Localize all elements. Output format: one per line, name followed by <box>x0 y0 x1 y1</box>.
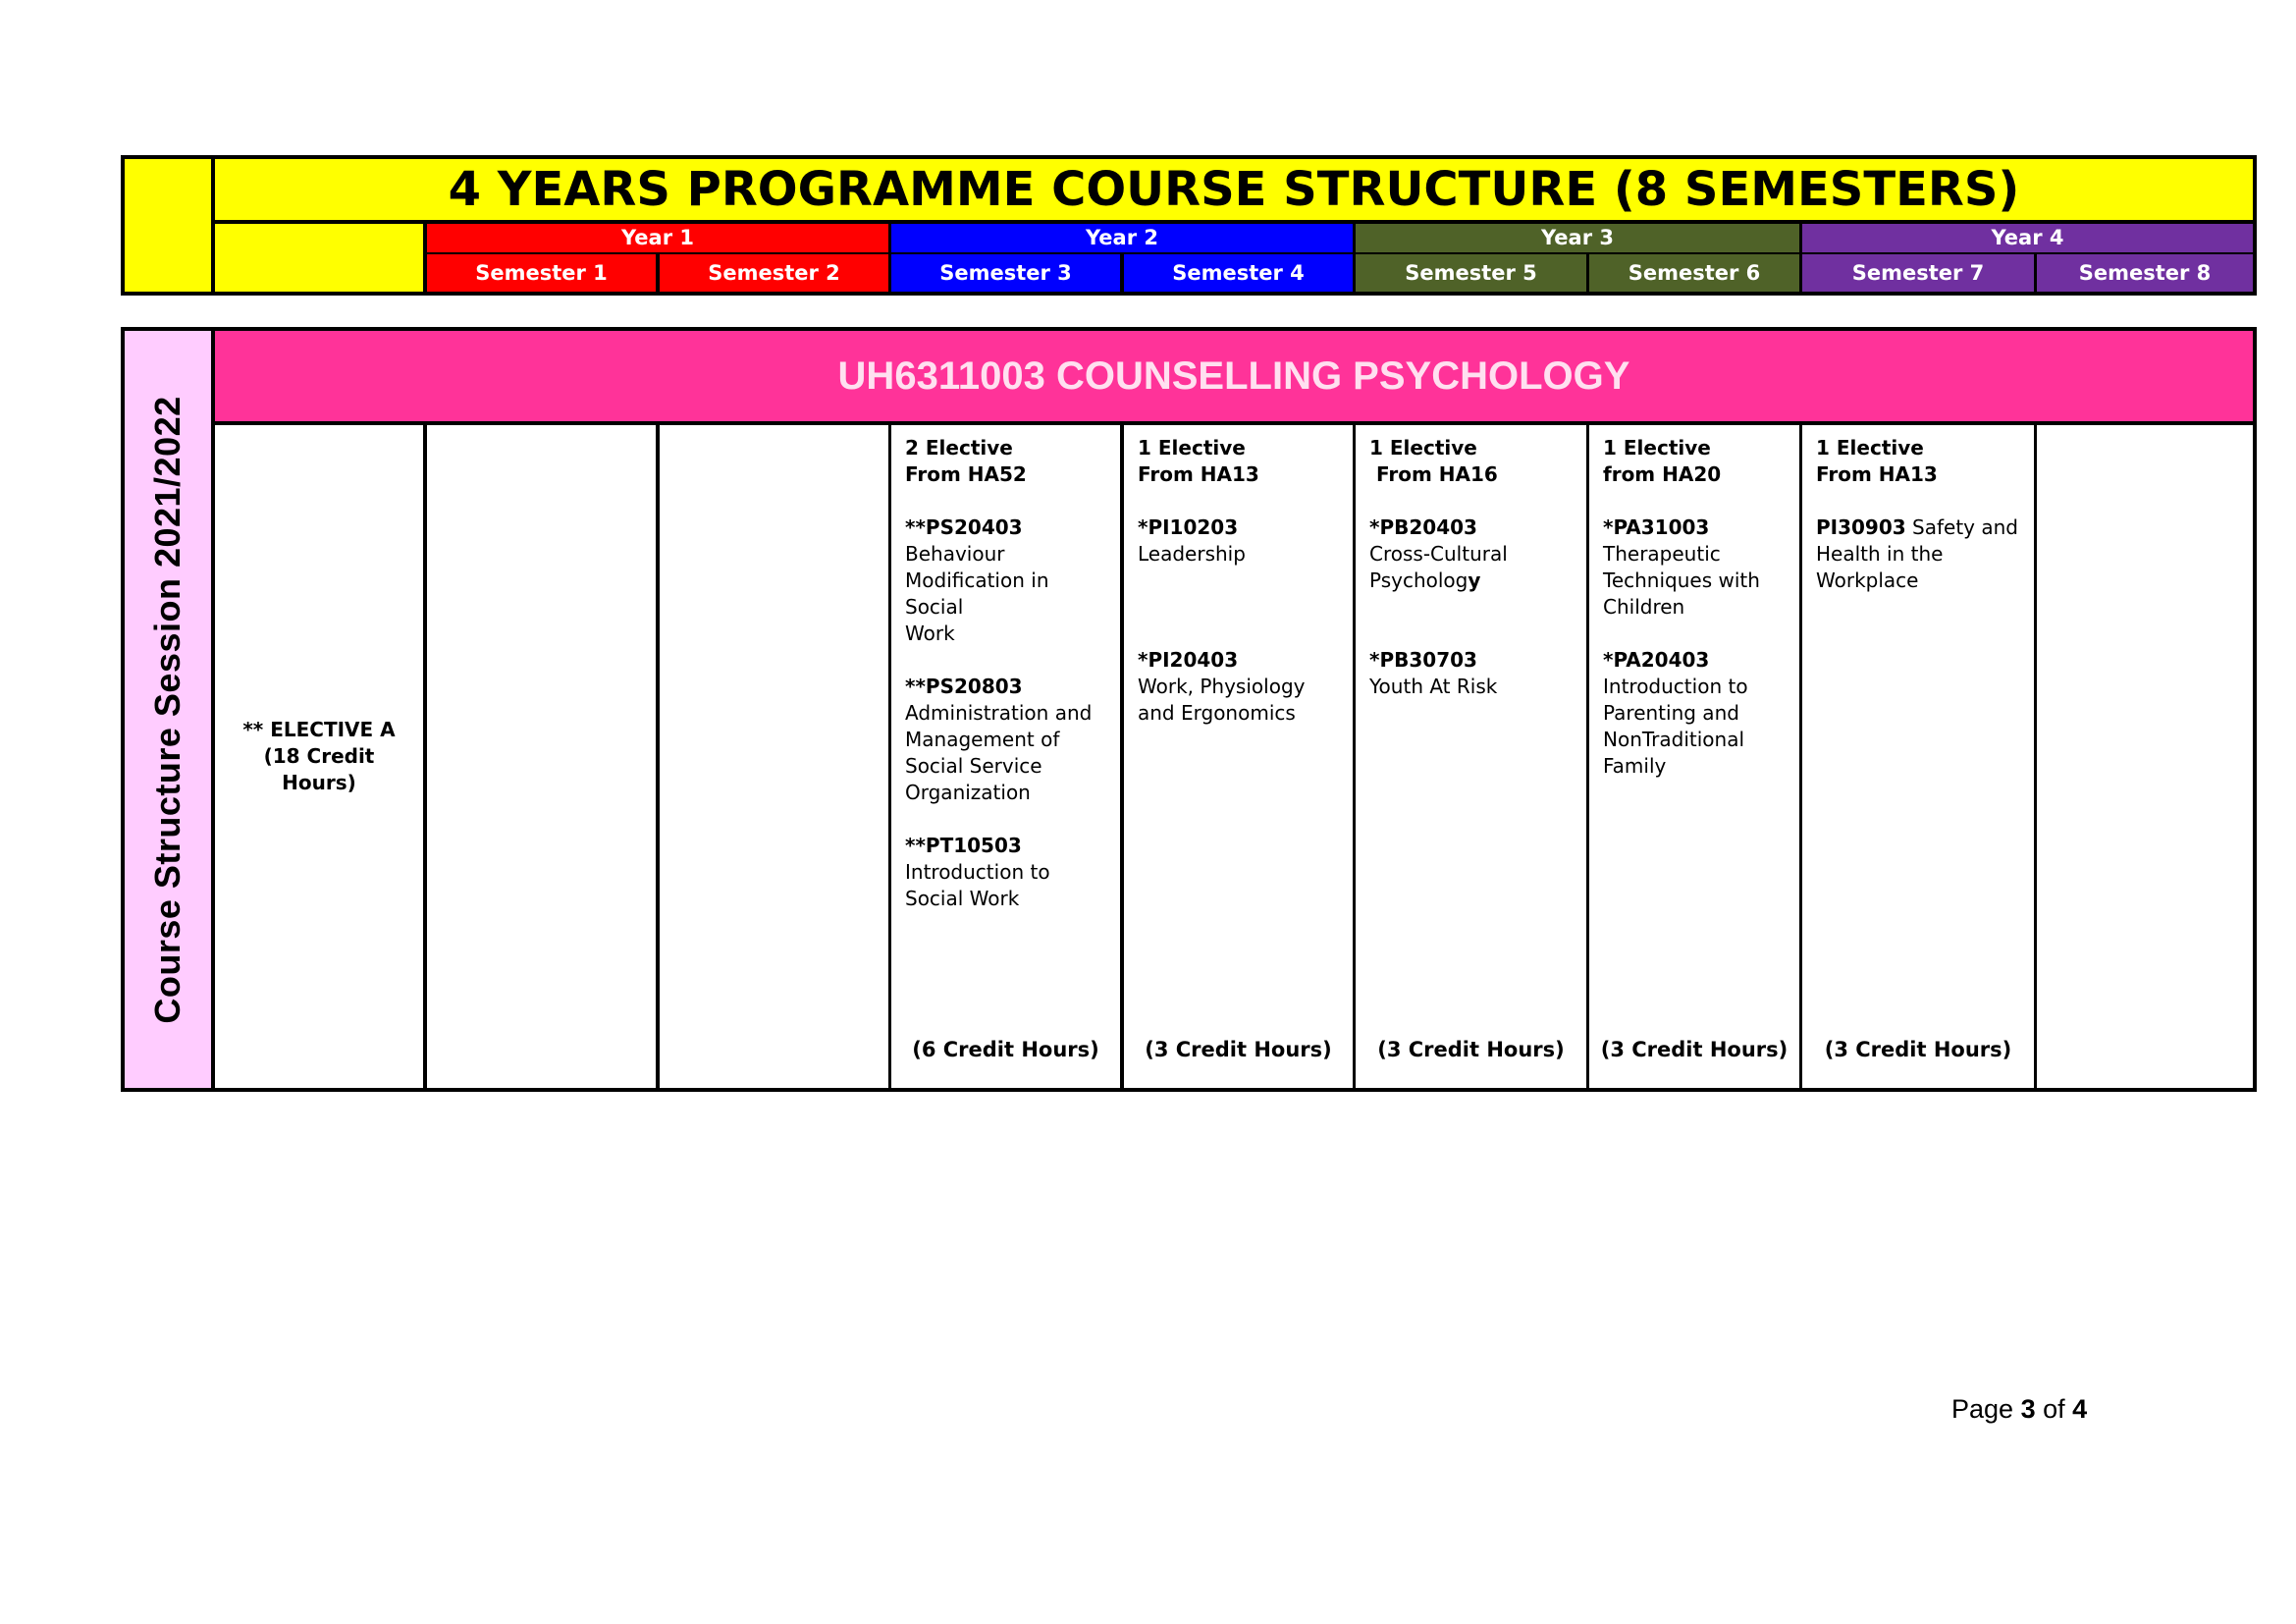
course-name: Work, Physiology and Ergonomics <box>1138 675 1306 725</box>
header-label-block <box>215 224 423 292</box>
semester-3-credit-hours: (6 Credit Hours) <box>912 1038 1099 1061</box>
elective-a-text: ** ELECTIVE A (18 Credit Hours) <box>242 718 396 794</box>
page-current: 3 <box>2020 1394 2036 1424</box>
semester-2-cell <box>660 425 888 1088</box>
program-title: UH6311003 COUNSELLING PSYCHOLOGY <box>215 331 2253 421</box>
semester-7-credit-hours: (3 Credit Hours) <box>1824 1038 2012 1061</box>
semester-8-cell <box>2037 425 2253 1088</box>
course-name: Introduction to Social Work <box>905 860 1050 910</box>
course-entry <box>1816 514 2022 541</box>
header-corner-block <box>125 159 211 292</box>
semester-6-cell <box>1589 425 1799 1088</box>
course-name: Behaviour Modification in Social Work <box>905 542 1049 645</box>
course-code: *PI20403 <box>1138 648 1239 672</box>
course-code: *PA20403 <box>1603 648 1710 672</box>
course-code: **PS20803 <box>905 675 1023 698</box>
page-prefix: Page <box>1951 1394 2021 1424</box>
course-code: *PI10203 <box>1138 515 1239 539</box>
year-1-header: Year 1 <box>427 224 888 252</box>
year-4-header: Year 4 <box>1802 224 2253 252</box>
semester-7-header: Semester 7 <box>1802 254 2034 292</box>
course-structure-table <box>121 327 2257 1092</box>
semester-7-elective-heading: 1 Elective From HA13 <box>1816 436 1938 486</box>
semester-5-elective-heading: 1 Elective From HA16 <box>1369 436 1498 486</box>
semester-1-header: Semester 1 <box>427 254 656 292</box>
course-code: *PA31003 <box>1603 515 1710 539</box>
semester-1-cell <box>427 425 656 1088</box>
page-number <box>1951 1394 2087 1425</box>
session-side-label <box>125 331 211 1088</box>
semester-5-header: Semester 5 <box>1356 254 1586 292</box>
course-name: Therapeutic Techniques with Children <box>1603 542 1760 619</box>
course-name: Leadership <box>1138 542 1246 566</box>
course-code: **PT10503 <box>905 834 1022 857</box>
course-name: Introduction to Parenting and NonTraditional Family <box>1603 675 1748 778</box>
semester-5-cell <box>1356 425 1586 1088</box>
year-2-header: Year 2 <box>891 224 1353 252</box>
page-total: 4 <box>2072 1394 2088 1424</box>
course-name <box>1369 541 1575 594</box>
course-name: Administration and Management of Social Service Organization <box>905 701 1093 804</box>
session-label-text: Course Structure Session 2021/2022 <box>147 395 187 1024</box>
course-structure-header <box>121 155 2257 296</box>
semester-3-cell <box>891 425 1120 1088</box>
course-name-text: Cross-Cultural Psycholog <box>1369 542 1508 592</box>
semester-4-elective-heading: 1 Elective From HA13 <box>1138 436 1259 486</box>
elective-a-label <box>215 425 423 1088</box>
semester-7-cell <box>1802 425 2034 1088</box>
semester-3-elective-heading: 2 Elective From HA52 <box>905 436 1027 486</box>
semester-3-header: Semester 3 <box>891 254 1120 292</box>
course-code: *PB20403 <box>1369 515 1477 539</box>
page-title: 4 YEARS PROGRAMME COURSE STRUCTURE (8 SEMESTERS) <box>215 159 2253 220</box>
semester-6-header: Semester 6 <box>1589 254 1799 292</box>
semester-4-cell <box>1124 425 1353 1088</box>
course-name-inline: Safety and <box>1905 515 2019 539</box>
semester-4-credit-hours: (3 Credit Hours) <box>1145 1038 1332 1061</box>
course-name-bold-letter: y <box>1468 568 1481 592</box>
semester-2-header: Semester 2 <box>660 254 888 292</box>
course-code: PI30903 <box>1816 515 1906 539</box>
semester-4-header: Semester 4 <box>1124 254 1353 292</box>
course-code: *PB30703 <box>1369 648 1477 672</box>
year-3-header: Year 3 <box>1356 224 1799 252</box>
page-of: of <box>2035 1394 2073 1424</box>
course-code: **PS20403 <box>905 515 1023 539</box>
semester-6-credit-hours: (3 Credit Hours) <box>1600 1038 1789 1061</box>
semester-8-header: Semester 8 <box>2037 254 2253 292</box>
course-name: Youth At Risk <box>1369 675 1498 698</box>
semester-5-credit-hours: (3 Credit Hours) <box>1377 1038 1565 1061</box>
semester-6-elective-heading: 1 Elective from HA20 <box>1603 436 1722 486</box>
course-name: Health in the Workplace <box>1816 542 1944 592</box>
